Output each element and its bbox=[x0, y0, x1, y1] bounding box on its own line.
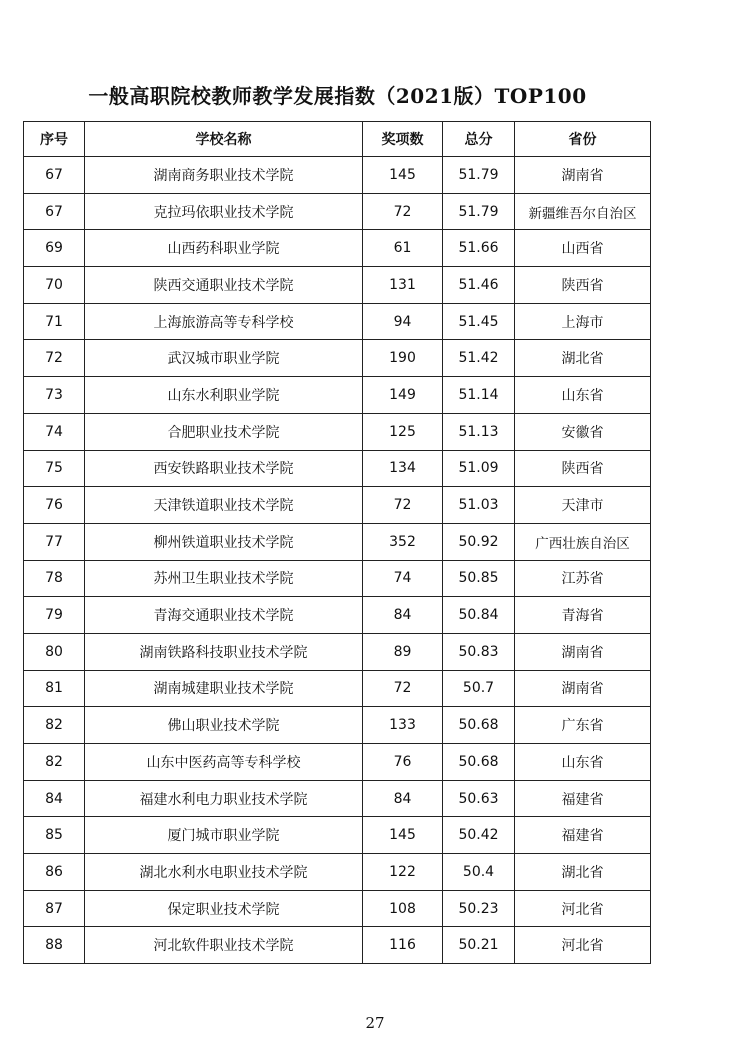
cell-school-name: 武汉城市职业学院 bbox=[85, 340, 363, 377]
table-row bbox=[24, 890, 651, 927]
table-row bbox=[24, 597, 651, 634]
table-row bbox=[24, 633, 651, 670]
cell-province: 山西省 bbox=[515, 230, 651, 267]
table-row bbox=[24, 157, 651, 194]
header-score: 总分 bbox=[443, 122, 515, 157]
cell-province: 湖北省 bbox=[515, 854, 651, 891]
cell-score: 51.46 bbox=[443, 267, 515, 304]
table-row bbox=[24, 450, 651, 487]
cell-rank: 80 bbox=[24, 633, 85, 670]
cell-awards: 122 bbox=[363, 854, 443, 891]
cell-rank: 72 bbox=[24, 340, 85, 377]
cell-score: 50.21 bbox=[443, 927, 515, 964]
cell-province: 湖南省 bbox=[515, 670, 651, 707]
table-header-row bbox=[24, 122, 651, 157]
cell-province: 湖南省 bbox=[515, 633, 651, 670]
cell-score: 50.7 bbox=[443, 670, 515, 707]
cell-awards: 149 bbox=[363, 377, 443, 414]
cell-school-name: 湖北水利水电职业技术学院 bbox=[85, 854, 363, 891]
table-row bbox=[24, 340, 651, 377]
cell-score: 50.42 bbox=[443, 817, 515, 854]
table-row bbox=[24, 780, 651, 817]
cell-school-name: 天津铁道职业技术学院 bbox=[85, 487, 363, 524]
cell-awards: 84 bbox=[363, 597, 443, 634]
cell-awards: 108 bbox=[363, 890, 443, 927]
cell-school-name: 湖南城建职业技术学院 bbox=[85, 670, 363, 707]
table-row bbox=[24, 670, 651, 707]
cell-score: 50.23 bbox=[443, 890, 515, 927]
cell-score: 51.79 bbox=[443, 193, 515, 230]
cell-school-name: 厦门城市职业学院 bbox=[85, 817, 363, 854]
cell-province: 湖南省 bbox=[515, 157, 651, 194]
cell-awards: 72 bbox=[363, 670, 443, 707]
table-row bbox=[24, 267, 651, 304]
cell-province: 广西壮族自治区 bbox=[515, 523, 651, 560]
cell-rank: 69 bbox=[24, 230, 85, 267]
cell-awards: 133 bbox=[363, 707, 443, 744]
cell-score: 50.68 bbox=[443, 707, 515, 744]
cell-province: 青海省 bbox=[515, 597, 651, 634]
cell-score: 51.03 bbox=[443, 487, 515, 524]
cell-score: 51.13 bbox=[443, 413, 515, 450]
cell-school-name: 湖南商务职业技术学院 bbox=[85, 157, 363, 194]
cell-rank: 87 bbox=[24, 890, 85, 927]
cell-province: 陕西省 bbox=[515, 450, 651, 487]
cell-awards: 84 bbox=[363, 780, 443, 817]
cell-school-name: 福建水利电力职业技术学院 bbox=[85, 780, 363, 817]
cell-rank: 85 bbox=[24, 817, 85, 854]
cell-school-name: 西安铁路职业技术学院 bbox=[85, 450, 363, 487]
cell-awards: 72 bbox=[363, 193, 443, 230]
cell-rank: 81 bbox=[24, 670, 85, 707]
cell-province: 上海市 bbox=[515, 303, 651, 340]
cell-school-name: 青海交通职业技术学院 bbox=[85, 597, 363, 634]
table-row bbox=[24, 927, 651, 964]
cell-awards: 190 bbox=[363, 340, 443, 377]
cell-rank: 82 bbox=[24, 707, 85, 744]
table-row bbox=[24, 854, 651, 891]
cell-awards: 145 bbox=[363, 817, 443, 854]
cell-school-name: 保定职业技术学院 bbox=[85, 890, 363, 927]
cell-school-name: 合肥职业技术学院 bbox=[85, 413, 363, 450]
cell-awards: 89 bbox=[363, 633, 443, 670]
cell-score: 51.42 bbox=[443, 340, 515, 377]
table-row bbox=[24, 193, 651, 230]
cell-school-name: 佛山职业技术学院 bbox=[85, 707, 363, 744]
header-rank: 序号 bbox=[24, 122, 85, 157]
cell-province: 湖北省 bbox=[515, 340, 651, 377]
table-row bbox=[24, 377, 651, 414]
cell-rank: 74 bbox=[24, 413, 85, 450]
cell-school-name: 陕西交通职业技术学院 bbox=[85, 267, 363, 304]
cell-awards: 134 bbox=[363, 450, 443, 487]
cell-rank: 70 bbox=[24, 267, 85, 304]
cell-school-name: 山东中医药高等专科学校 bbox=[85, 744, 363, 781]
table-row bbox=[24, 413, 651, 450]
cell-awards: 61 bbox=[363, 230, 443, 267]
cell-province: 福建省 bbox=[515, 817, 651, 854]
cell-province: 新疆维吾尔自治区 bbox=[515, 193, 651, 230]
cell-awards: 76 bbox=[363, 744, 443, 781]
header-province: 省份 bbox=[515, 122, 651, 157]
cell-rank: 82 bbox=[24, 744, 85, 781]
cell-school-name: 克拉玛依职业技术学院 bbox=[85, 193, 363, 230]
header-school: 学校名称 bbox=[85, 122, 363, 157]
cell-awards: 352 bbox=[363, 523, 443, 560]
cell-rank: 67 bbox=[24, 157, 85, 194]
cell-score: 51.66 bbox=[443, 230, 515, 267]
cell-province: 广东省 bbox=[515, 707, 651, 744]
cell-province: 山东省 bbox=[515, 744, 651, 781]
cell-school-name: 河北软件职业技术学院 bbox=[85, 927, 363, 964]
cell-province: 河北省 bbox=[515, 927, 651, 964]
cell-province: 河北省 bbox=[515, 890, 651, 927]
cell-score: 50.85 bbox=[443, 560, 515, 597]
cell-score: 50.63 bbox=[443, 780, 515, 817]
cell-score: 51.09 bbox=[443, 450, 515, 487]
cell-school-name: 柳州铁道职业技术学院 bbox=[85, 523, 363, 560]
cell-rank: 73 bbox=[24, 377, 85, 414]
cell-rank: 84 bbox=[24, 780, 85, 817]
cell-school-name: 山东水利职业学院 bbox=[85, 377, 363, 414]
page-number: 27 bbox=[365, 1014, 385, 1032]
cell-awards: 131 bbox=[363, 267, 443, 304]
cell-province: 陕西省 bbox=[515, 267, 651, 304]
cell-rank: 75 bbox=[24, 450, 85, 487]
table-row bbox=[24, 487, 651, 524]
cell-score: 50.68 bbox=[443, 744, 515, 781]
cell-rank: 67 bbox=[24, 193, 85, 230]
cell-school-name: 上海旅游高等专科学校 bbox=[85, 303, 363, 340]
cell-score: 51.14 bbox=[443, 377, 515, 414]
page-title: 一般高职院校教师教学发展指数（2021版）TOP100 bbox=[88, 84, 587, 108]
cell-province: 福建省 bbox=[515, 780, 651, 817]
cell-rank: 86 bbox=[24, 854, 85, 891]
ranking-table bbox=[23, 121, 651, 964]
table-row bbox=[24, 744, 651, 781]
cell-score: 51.45 bbox=[443, 303, 515, 340]
cell-rank: 78 bbox=[24, 560, 85, 597]
cell-province: 安徽省 bbox=[515, 413, 651, 450]
cell-rank: 71 bbox=[24, 303, 85, 340]
cell-score: 50.4 bbox=[443, 854, 515, 891]
cell-awards: 116 bbox=[363, 927, 443, 964]
cell-school-name: 湖南铁路科技职业技术学院 bbox=[85, 633, 363, 670]
table-row bbox=[24, 707, 651, 744]
cell-score: 51.79 bbox=[443, 157, 515, 194]
cell-rank: 88 bbox=[24, 927, 85, 964]
table-body bbox=[24, 157, 651, 964]
cell-school-name: 山西药科职业学院 bbox=[85, 230, 363, 267]
table-row bbox=[24, 523, 651, 560]
cell-awards: 125 bbox=[363, 413, 443, 450]
cell-awards: 145 bbox=[363, 157, 443, 194]
table-row bbox=[24, 303, 651, 340]
cell-score: 50.83 bbox=[443, 633, 515, 670]
table-row bbox=[24, 817, 651, 854]
cell-rank: 77 bbox=[24, 523, 85, 560]
cell-province: 天津市 bbox=[515, 487, 651, 524]
cell-rank: 76 bbox=[24, 487, 85, 524]
cell-rank: 79 bbox=[24, 597, 85, 634]
cell-province: 山东省 bbox=[515, 377, 651, 414]
cell-score: 50.84 bbox=[443, 597, 515, 634]
cell-awards: 72 bbox=[363, 487, 443, 524]
table-row bbox=[24, 230, 651, 267]
cell-awards: 94 bbox=[363, 303, 443, 340]
cell-score: 50.92 bbox=[443, 523, 515, 560]
cell-province: 江苏省 bbox=[515, 560, 651, 597]
table-row bbox=[24, 560, 651, 597]
cell-school-name: 苏州卫生职业技术学院 bbox=[85, 560, 363, 597]
header-awards: 奖项数 bbox=[363, 122, 443, 157]
cell-awards: 74 bbox=[363, 560, 443, 597]
